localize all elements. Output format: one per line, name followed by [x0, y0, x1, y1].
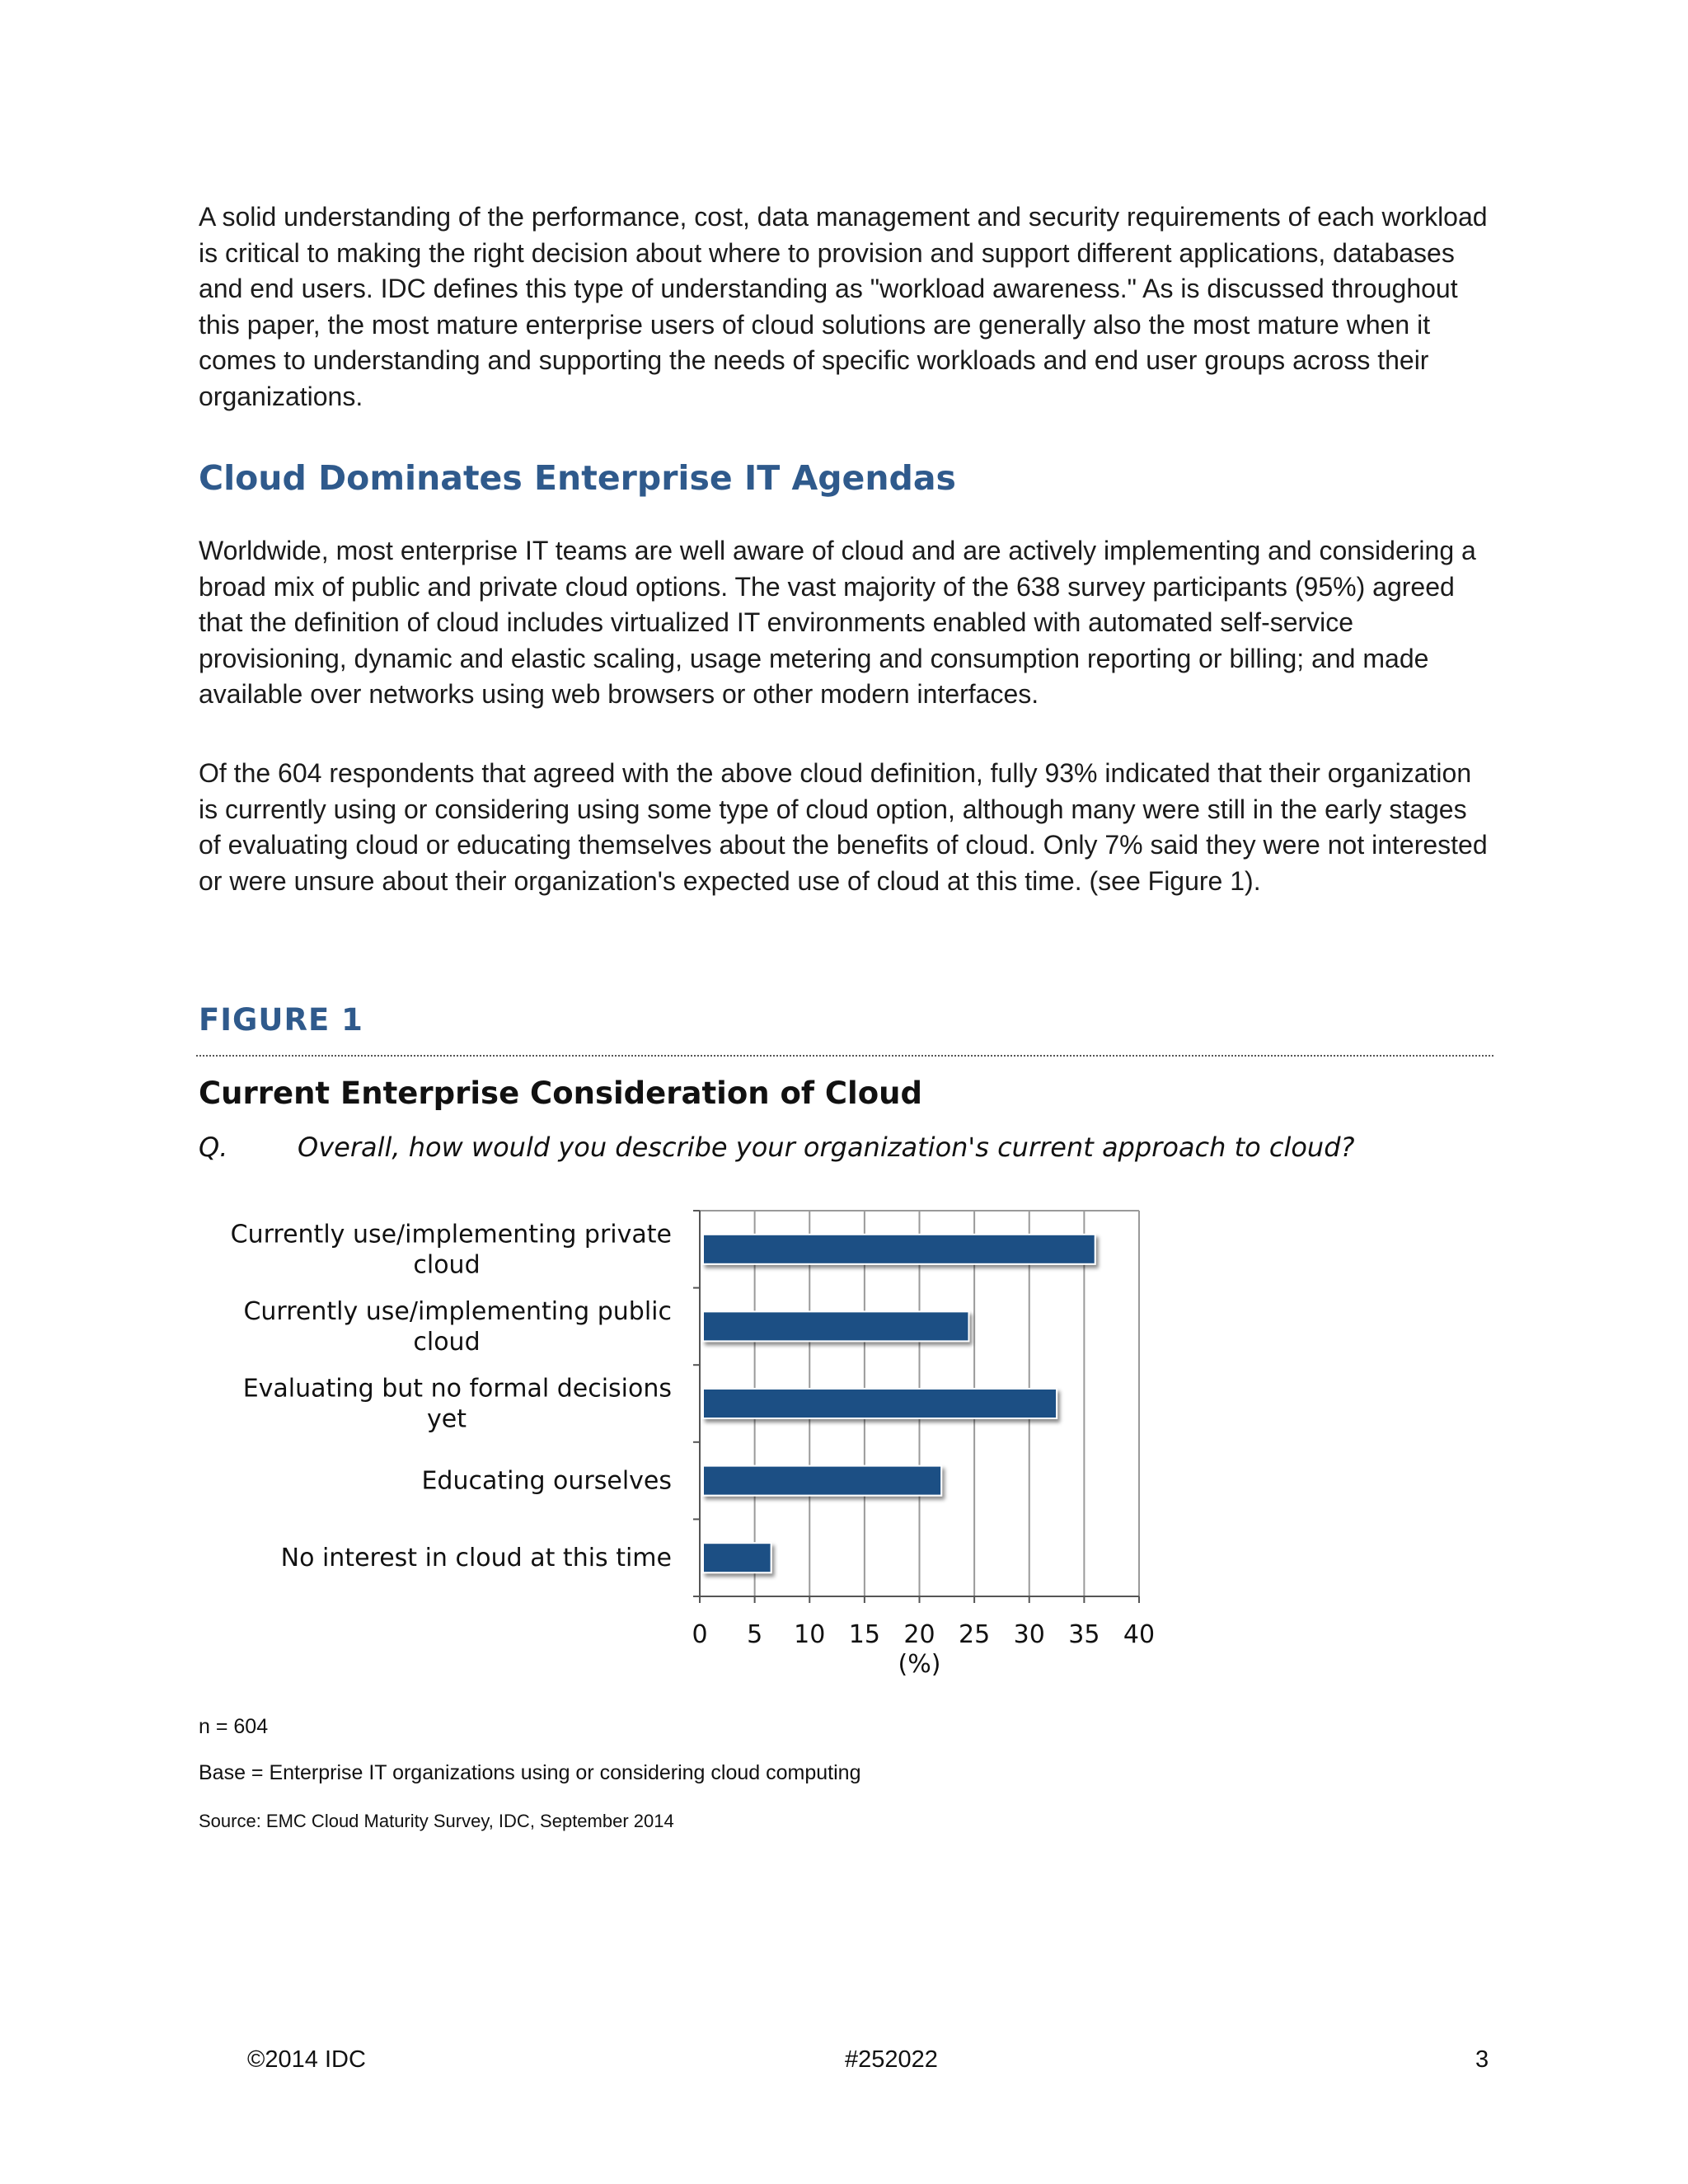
figure-divider	[196, 1055, 1493, 1057]
category-label: Currently use/implementing private	[230, 1220, 672, 1249]
category-label: yet	[427, 1404, 467, 1434]
bar-chart	[198, 1187, 1220, 1690]
bar-1	[703, 1311, 968, 1341]
bar-3	[703, 1466, 941, 1496]
sample-size-note: n = 604	[199, 1715, 269, 1738]
question-text: Overall, how would you describe your organization's current approach to cloud?	[298, 1132, 1355, 1163]
category-label: Currently use/implementing public	[243, 1296, 672, 1326]
figure-label: FIGURE 1	[199, 1002, 363, 1038]
x-tick-label: 15	[848, 1620, 880, 1649]
figure-title: Current Enterprise Consideration of Cloud	[199, 1076, 922, 1111]
x-tick-label: 20	[903, 1620, 935, 1649]
category-label: No interest in cloud at this time	[280, 1544, 672, 1573]
footer-doc-number: #252022	[845, 2046, 938, 2073]
category-label: Educating ourselves	[421, 1466, 672, 1496]
x-axis-label: (%)	[898, 1650, 941, 1679]
question-prefix: Q.	[199, 1132, 228, 1163]
category-label: Evaluating but no formal decisions	[242, 1374, 672, 1404]
section-heading: Cloud Dominates Enterprise IT Agendas	[199, 458, 956, 498]
bar-chart-svg	[198, 1187, 1220, 1690]
base-note: Base = Enterprise IT organizations using or considering cloud computing	[199, 1761, 861, 1784]
footer-copyright: ©2014 IDC	[247, 2046, 366, 2073]
x-tick-label: 30	[1013, 1620, 1045, 1649]
x-tick-label: 25	[959, 1620, 991, 1649]
x-tick-label: 40	[1123, 1620, 1156, 1649]
intro-paragraph: A solid understanding of the performance, cost, data management and security requirements of each workload is critical to making the right decision about where to provision and support different applications, databases and end users. IDC defines this type of understanding as "workload awareness." As is discussed throughout this paper, the most mature enterprise users of cloud solutions are generally also the most mature when it comes to understanding and supporting the needs of specific workloads and end user groups across their organizations.	[199, 202, 1488, 411]
bar-2	[703, 1389, 1057, 1418]
bar-4	[703, 1543, 771, 1572]
x-tick-label: 5	[747, 1620, 763, 1649]
body-paragraph-2: Of the 604 respondents that agreed with the above cloud definition, fully 93% indicated that their organization is currently using or considering using some type of cloud option, although many were still in the early stages of evaluating cloud or educating themselves about the benefits of cloud. Only 7% said they were not interested or were unsure about their organization's expected use of cloud at this time. (see Figure 1).	[199, 758, 1488, 896]
x-tick-label: 10	[794, 1620, 826, 1649]
survey-question	[199, 1129, 1355, 1165]
footer-page-number: 3	[1475, 2046, 1489, 2073]
body-paragraph-1: Worldwide, most enterprise IT teams are well aware of cloud and are actively implementing and considering a broad mix of public and private cloud options. The vast majority of the 638 survey participants (95%) agreed that the definition of cloud includes virtualized IT environments enabled with automated self-service provisioning, dynamic and elastic scaling, usage metering and consumption reporting or billing; and made available over networks using web browsers or other modern interfaces.	[199, 536, 1476, 710]
category-label: cloud	[413, 1327, 481, 1357]
x-tick-label: 35	[1068, 1620, 1100, 1649]
category-label: cloud	[413, 1250, 481, 1280]
source-note: Source: EMC Cloud Maturity Survey, IDC, September 2014	[199, 1811, 674, 1831]
bar-0	[703, 1235, 1095, 1264]
x-tick-label: 0	[692, 1620, 708, 1649]
